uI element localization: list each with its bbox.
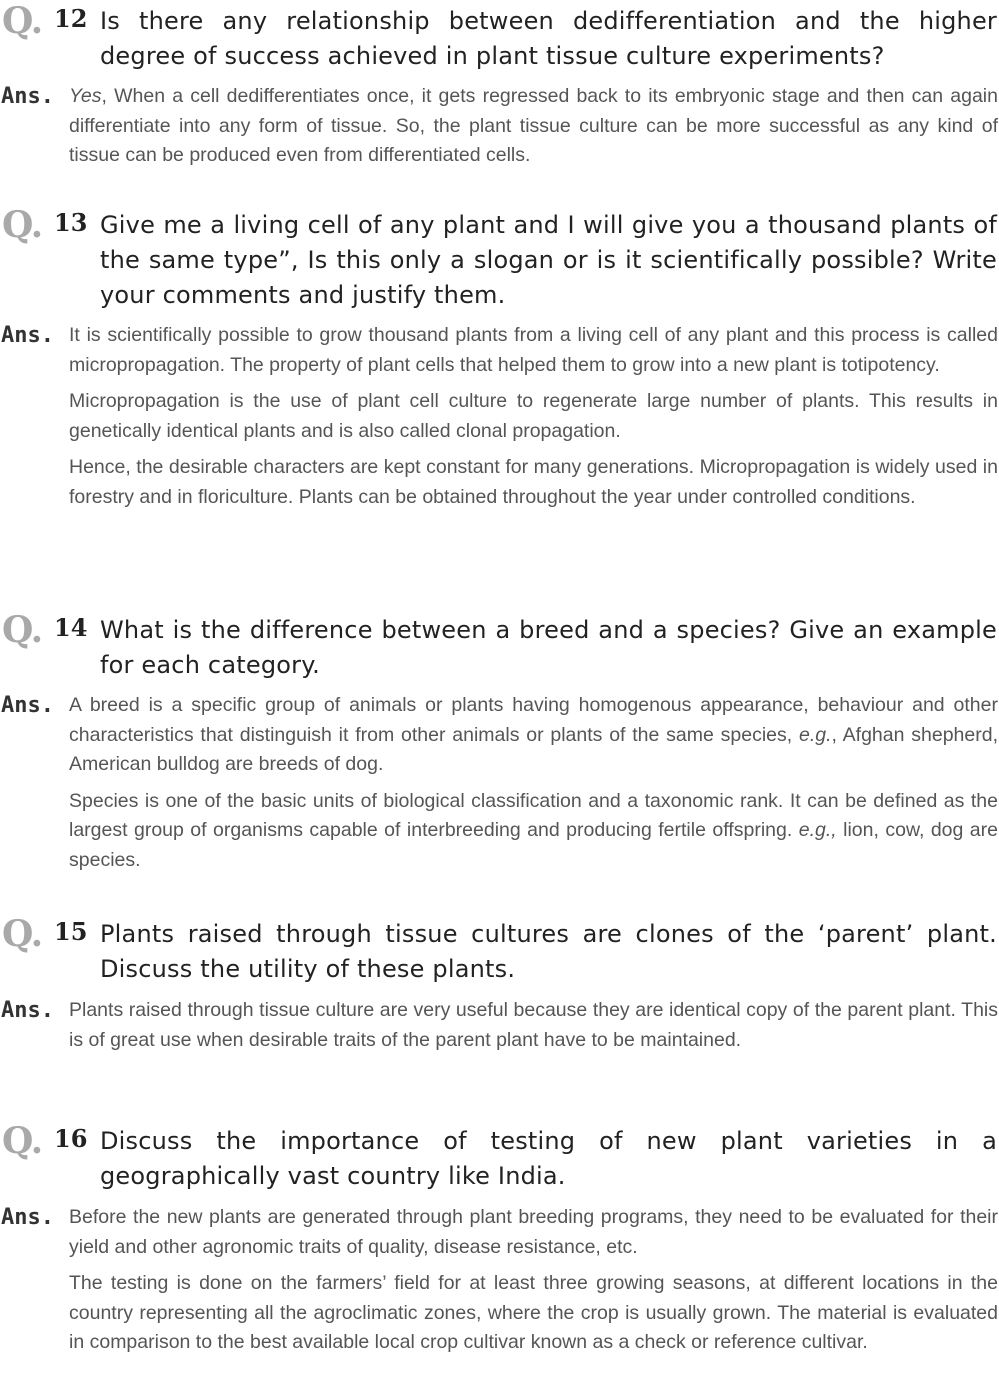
answer-label: Ans. [1, 693, 54, 718]
question-number: 14 [54, 613, 88, 642]
answer-paragraph [69, 82, 998, 171]
question-text: Give me a living cell of any plant and I will give you a thousand plants of the same type”, Is this only a slogan or is it scientifically possible? Write your comments and justify them. [100, 211, 997, 309]
answer-body: , Afghan shepherd, American bulldog are breeds of dog. [69, 723, 998, 775]
answer-body: A breed is a specific group of animals or plants having homogenous appearance, behaviour and other characteristics that distinguish it from other animals or plants of the same species, [69, 694, 998, 746]
question-number: 12 [54, 4, 88, 33]
answer-paragraph: Hence, the desirable characters are kept constant for many generations. Micropropagation is widely used in forestry and in floriculture. Plants can be obtained throughout the year under controlled conditions. [69, 456, 998, 508]
answer-paragraph: The testing is done on the farmers’ field for at least three growing seasons, at different locations in the country representing all the agroclimatic zones, where the crop is usually grown. The material is evaluated in comparison to the best available local crop cultivar known as a check or reference cultivar. [69, 1272, 998, 1353]
question-text: What is the difference between a breed and a species? Give an example for each category. [100, 616, 997, 679]
answer-lead: Yes [69, 85, 102, 107]
answer-label: Ans. [1, 323, 54, 348]
question-text: Is there any relationship between dedifferentiation and the higher degree of success achieved in plant tissue culture experiments? [100, 7, 997, 70]
answer-paragraph: Micropropagation is the use of plant cell culture to regenerate large number of plants. This results in genetically identical plants and is also called clonal propagation. [69, 390, 998, 442]
eg-abbrev: e.g., [798, 819, 837, 841]
answer-text-16 [69, 1203, 998, 1358]
answer-paragraph [69, 787, 998, 876]
answer-text-15 [69, 996, 998, 1055]
answer-body: lion, cow, dog are species. [69, 819, 998, 871]
question-text: Discuss the importance of testing of new plant varieties in a geographically vast country like India. [100, 1127, 997, 1190]
answer-label: Ans. [1, 1205, 54, 1230]
answer-paragraph: It is scientifically possible to grow thousand plants from a living cell of any plant and this process is called micropropagation. The property of plant cells that helped them to grow into a new plant is totipotency. [69, 324, 998, 376]
question-mark: Q. [2, 609, 43, 651]
question-text: Plants raised through tissue cultures are clones of the ‘parent’ plant. Discuss the utility of these plants. [100, 920, 997, 983]
answer-paragraph [69, 691, 998, 780]
answer-body: Species is one of the basic units of biological classification and a taxonomic rank. It can be defined as the largest group of organisms capable of interbreeding and producing fertile offspring. [69, 789, 998, 841]
eg-abbrev: e.g. [798, 723, 832, 746]
answer-label: Ans. [1, 84, 54, 109]
answer-paragraph: Plants raised through tissue culture are very useful because they are identical copy of the parent plant. This is of great use when desirable traits of the parent plant have to be maintained. [69, 999, 998, 1051]
answer-text-13 [69, 321, 998, 512]
question-mark: Q. [2, 913, 43, 955]
question-number: 13 [54, 208, 88, 237]
question-mark: Q. [2, 204, 43, 246]
answer-label: Ans. [1, 998, 54, 1023]
answer-body: , When a cell dedifferentiates once, it gets regressed back to its embryonic stage and then can again differentiate into any form of tissue. So, the plant tissue culture can be more successful as any kind of tissue can be produced even from differentiated cells. [69, 85, 998, 166]
question-number: 16 [54, 1124, 88, 1153]
answer-paragraph: Before the new plants are generated through plant breeding programs, they need to be evaluated for their yield and other agronomic traits of quality, disease resistance, etc. [69, 1206, 998, 1258]
answer-text-14 [69, 691, 998, 875]
question-mark: Q. [2, 1120, 43, 1162]
question-number: 15 [54, 917, 88, 946]
answer-text-12 [69, 82, 998, 171]
question-mark: Q. [2, 0, 43, 42]
